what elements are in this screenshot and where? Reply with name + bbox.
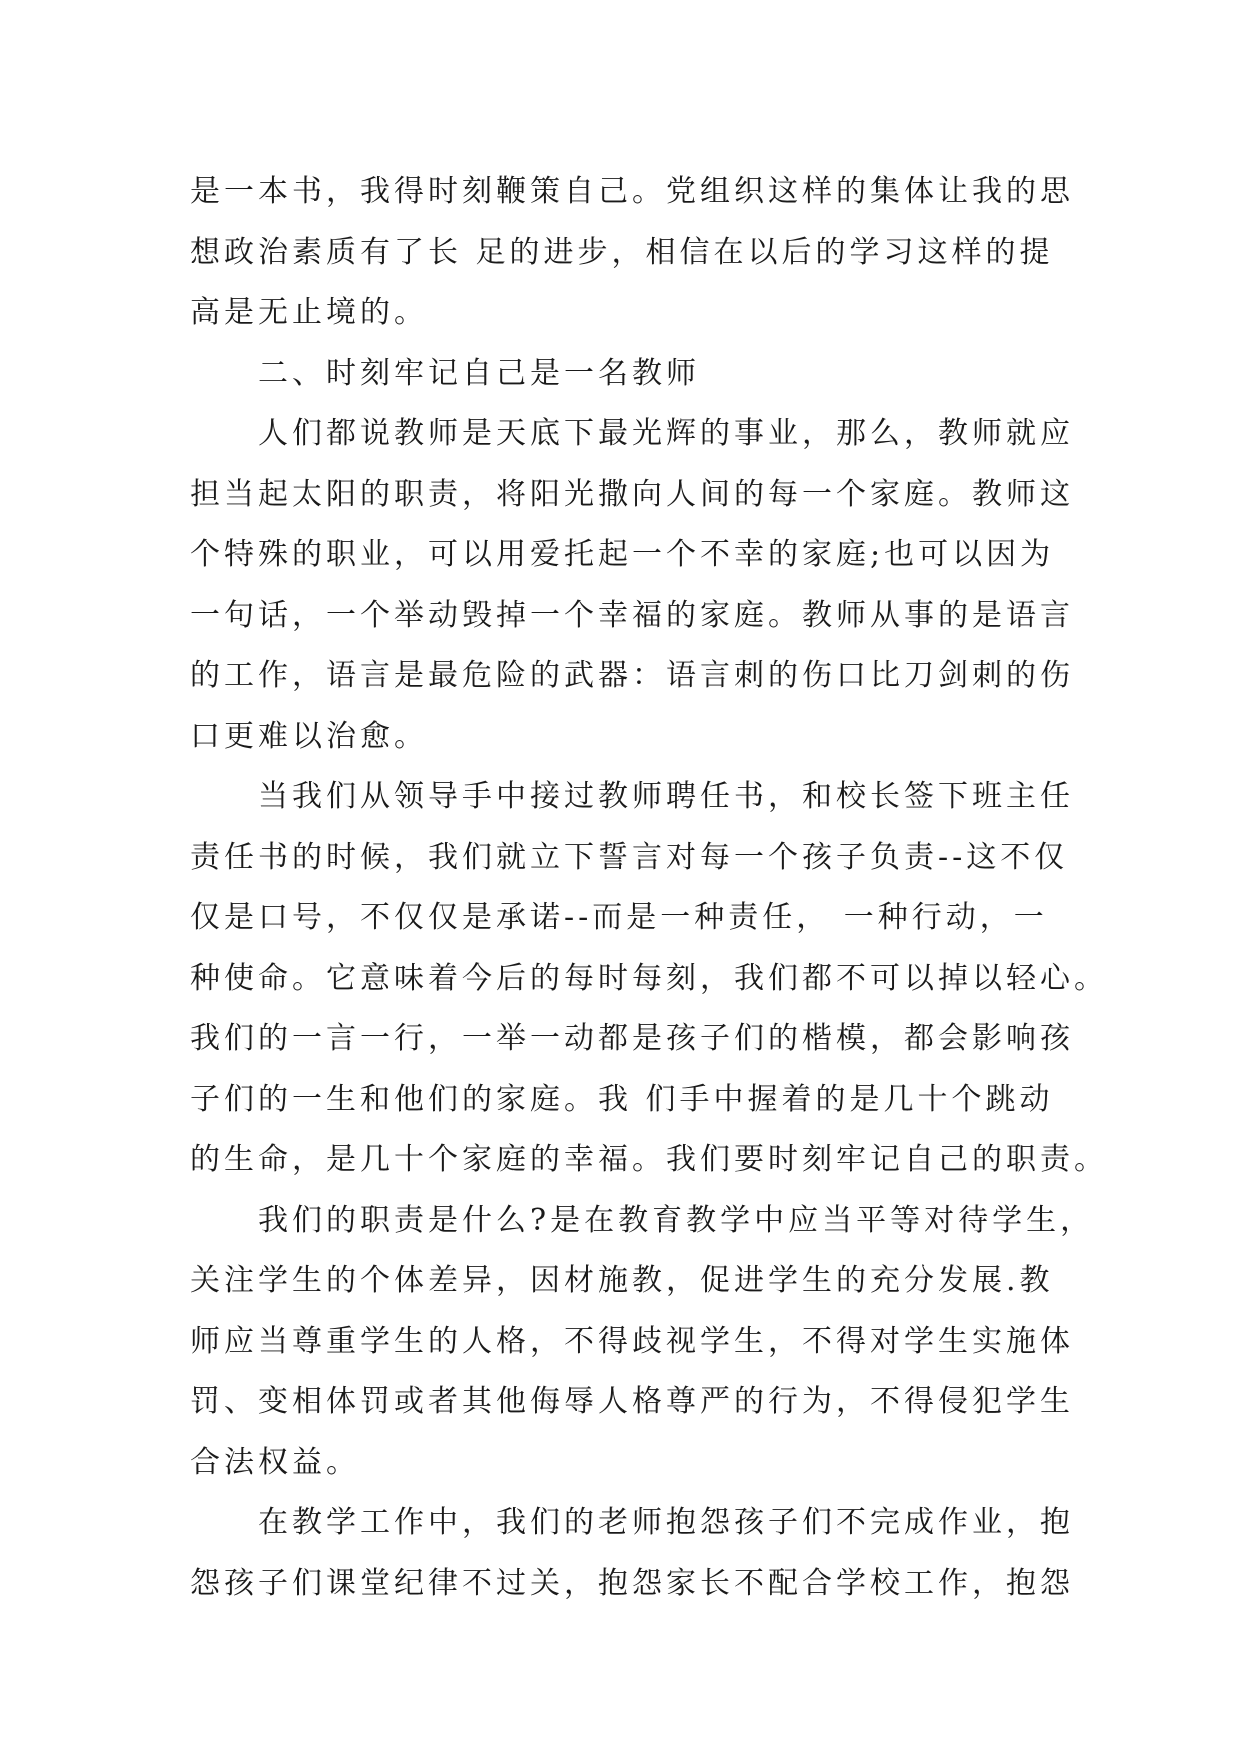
text-line: 关注学生的个体差异，因材施教，促进学生的充分发展.教 — [190, 1263, 1054, 1298]
document-body — [190, 162, 1108, 1614]
text-line: 种使命。它意味着今后的每时每刻，我们都不可以掉以轻心。 — [190, 960, 1108, 996]
text-line: 师应当尊重学生的人格，不得歧视学生，不得对学生实施体 — [190, 1323, 1074, 1359]
text-line: 当我们从领导手中接过教师聘任书，和校长签下班主任 — [258, 779, 1074, 814]
text-line: 一句话，一个举动毁掉一个幸福的家庭。教师从事的是语言 — [190, 597, 1074, 633]
text-line: 子们的一生和他们的家庭。我 们手中握着的是几十个跳动 — [190, 1081, 1054, 1117]
text-line: 人们都说教师是天底下最光辉的事业，那么，教师就应 — [258, 416, 1074, 451]
text-line: 我们的职责是什么?是在教育教学中应当平等对待学生， — [258, 1202, 1095, 1238]
text-line: 罚、变相体罚或者其他侮辱人格尊严的行为，不得侵犯学生 — [190, 1384, 1074, 1419]
text-line: 仅是口号，不仅仅是承诺--而是一种责任， 一种行动，一 — [190, 900, 1048, 935]
text-line: 的生命，是几十个家庭的幸福。我们要时刻牢记自己的职责。 — [190, 1142, 1108, 1177]
text-line: 是一本书，我得时刻鞭策自己。党组织这样的集体让我的思 — [190, 174, 1074, 209]
text-line: 合法权益。 — [190, 1444, 360, 1480]
text-line: 二、时刻牢记自己是一名教师 — [258, 355, 700, 391]
text-line: 在教学工作中，我们的老师抱怨孩子们不完成作业，抱 — [258, 1505, 1074, 1540]
text-line: 责任书的时候，我们就立下誓言对每一个孩子负责--这不仅 — [190, 839, 1069, 875]
text-line: 个特殊的职业，可以用爱托起一个不幸的家庭;也可以因为 — [190, 537, 1055, 572]
text-line: 口更难以治愈。 — [190, 718, 428, 754]
text-line: 怨孩子们课堂纪律不过关，抱怨家长不配合学校工作，抱怨 — [190, 1565, 1074, 1601]
text-line: 的工作，语言是最危险的武器：语言刺的伤口比刀剑刺的伤 — [190, 658, 1074, 693]
text-line: 高是无止境的。 — [190, 295, 428, 330]
text-line: 想政治素质有了长 足的进步，相信在以后的学习这样的提 — [190, 234, 1054, 270]
text-line: 担当起太阳的职责，将阳光撒向人间的每一个家庭。教师这 — [190, 476, 1074, 512]
text-line: 我们的一言一行，一举一动都是孩子们的楷模，都会影响孩 — [190, 1021, 1074, 1056]
